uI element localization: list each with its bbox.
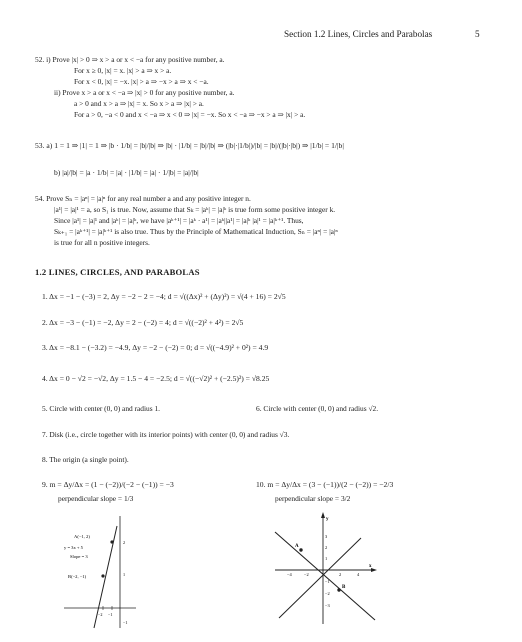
fig10-ytick-neg2: −2	[325, 591, 330, 596]
fig10-ytick-3: 3	[325, 534, 328, 539]
fig10-xtick-4: 4	[357, 572, 360, 577]
fig10-axis-x-label: x	[369, 564, 372, 569]
figure-exercise-10	[265, 510, 380, 628]
p52-line-5: a > 0 and x > a ⇒ |x| = x. So x > a ⇒ |x| > a.	[74, 99, 204, 108]
exercise-10-perpendicular: perpendicular slope = 3/2	[275, 494, 351, 503]
page-number: 5	[475, 29, 480, 39]
section-title: 1.2 LINES, CIRCLES, AND PARABOLAS	[35, 267, 200, 277]
fig10-xtick-2: 2	[339, 572, 342, 577]
fig9-tick-y3-label: −1	[123, 620, 128, 625]
p54-line-3: Since |a¹| = |a|¹ and |aᵏ| = |a|ᵏ, we have |aᵏ⁺¹| = |aᵏ · a¹| = |aᵏ||a¹| = |a|ᵏ |a|¹ = |a|ᵏ⁺¹. Thus,	[54, 216, 304, 225]
fig10-perpendicular-line	[279, 538, 361, 618]
fig10-y-arrow	[321, 512, 325, 518]
fig10-ytick-neg1: −1	[325, 579, 330, 584]
fig10-xtick-neg2: −2	[304, 572, 309, 577]
fig10-xtick-neg4: −4	[287, 572, 292, 577]
fig10-label-a: A	[295, 544, 299, 549]
figure-exercise-9	[60, 512, 140, 632]
fig9-label-a: A(−1, 2)	[74, 534, 90, 539]
p52-line-4: ii) Prove x > a or x < −a ⇒ |x| > 0 for any positive number, a.	[54, 88, 235, 97]
fig9-equation: y = 3x + 5	[64, 545, 83, 550]
exercise-6: 6. Circle with center (0, 0) and radius √2.	[256, 404, 379, 413]
p52-line-1: 52. i) Prove |x| > 0 ⇒ x > a or x < −a for any positive number, a.	[35, 55, 225, 64]
fig9-tick-x1-label: −2	[98, 612, 103, 617]
fig10-point-b	[337, 588, 340, 591]
fig10-ytick-neg3: −3	[325, 603, 330, 608]
exercise-4: 4. Δx = 0 − √2 = −√2, Δy = 1.5 − 4 = −2.5; d = √((−√2)² + (−2.5)²) = √8.25	[42, 374, 270, 383]
p52-line-6: For a > 0, −a < 0 and x < −a ⇒ x < 0 ⇒ |x| = −x. So x < −a ⇒ −x > a ⇒ |x| > a.	[74, 110, 306, 119]
fig9-slope-label: Slope = 3	[70, 554, 88, 559]
exercise-9-slope: 9. m = Δy/Δx = (1 − (−2))/(−2 − (−1)) = −3	[42, 480, 174, 489]
running-header-title: Section 1.2 Lines, Circles and Parabolas	[284, 29, 433, 39]
p52-line-2: For x ≥ 0, |x| = x. |x| > a ⇒ x > a.	[74, 66, 172, 75]
exercise-10-slope: 10. m = Δy/Δx = (3 − (−1))/(2 − (−2)) = −2/3	[256, 480, 394, 489]
p54-line-4: Sₖ₊₁ = |aᵏ⁺¹| = |a|ᵏ⁺¹ is also true. Thus by the Principle of Mathematical Induction, Sₙ = |aⁿ| = |a|ⁿ	[54, 227, 338, 236]
fig10-point-a	[299, 548, 302, 551]
fig9-tick-y1-label: 2	[123, 540, 126, 545]
fig9-point-b	[101, 574, 104, 577]
p54-line-2: |a¹| = |a|¹ = a, so S₁ is true. Now, assume that Sₖ = |aᵏ| = |a|ᵏ is true form some positive integer k.	[54, 205, 336, 214]
exercise-2: 2. Δx = −3 − (−1) = −2, Δy = 2 − (−2) = 4; d = √((−2)² + 4²) = 2√5	[42, 318, 244, 327]
fig10-ytick-1: 1	[325, 556, 328, 561]
exercise-3: 3. Δx = −8.1 − (−3.2) = −4.9, Δy = −2 − (−2) = 0; d = √((−4.9)² + 0²) = 4.9	[42, 343, 269, 352]
p54-line-5: is true for all n positive integers.	[54, 238, 150, 247]
fig10-x-arrow	[371, 568, 377, 572]
fig10-axis-y-label: y	[326, 517, 329, 522]
fig9-tick-y2-label: 1	[123, 572, 126, 577]
fig10-label-b: B	[342, 585, 346, 590]
exercise-8: 8. The origin (a single point).	[42, 455, 129, 464]
fig9-point-a	[110, 540, 113, 543]
exercise-9-perpendicular: perpendicular slope = 1/3	[58, 494, 134, 503]
p53-part-a: 53. a) 1 = 1 ⇒ |1| = 1 ⇒ |b · 1/b| = |b|/|b| ⇒ |b| · |1/b| = |b|/|b| ⇒ (|b|·|1/b|)/|b| = |b|/(|b|·|b|) ⇒ |1/b| = 1/|b|	[35, 141, 344, 150]
fig10-ytick-2: 2	[325, 545, 328, 550]
exercise-1: 1. Δx = −1 − (−3) = 2, Δy = −2 − 2 = −4; d = √((Δx)² + (Δy)²) = √(4 + 16) = 2√5	[42, 292, 286, 301]
exercise-7: 7. Disk (i.e., circle together with its interior points) with center (0, 0) and radius √3.	[42, 430, 290, 439]
p54-line-1: 54. Prove Sₙ = |aⁿ| = |a|ⁿ for any real number a and any positive integer n.	[35, 194, 251, 203]
p52-line-3: For x < 0, |x| = −x. |x| > a ⇒ −x > a ⇒ x < −a.	[74, 77, 209, 86]
fig9-tick-x2-label: −1	[108, 612, 113, 617]
fig9-label-b: B(−2, −1)	[68, 574, 87, 579]
p53-part-b: b) |a|/|b| = |a · 1/b| = |a| · |1/b| = |a| · 1/|b| = |a|/|b|	[54, 168, 199, 177]
exercise-5: 5. Circle with center (0, 0) and radius 1.	[42, 404, 161, 413]
